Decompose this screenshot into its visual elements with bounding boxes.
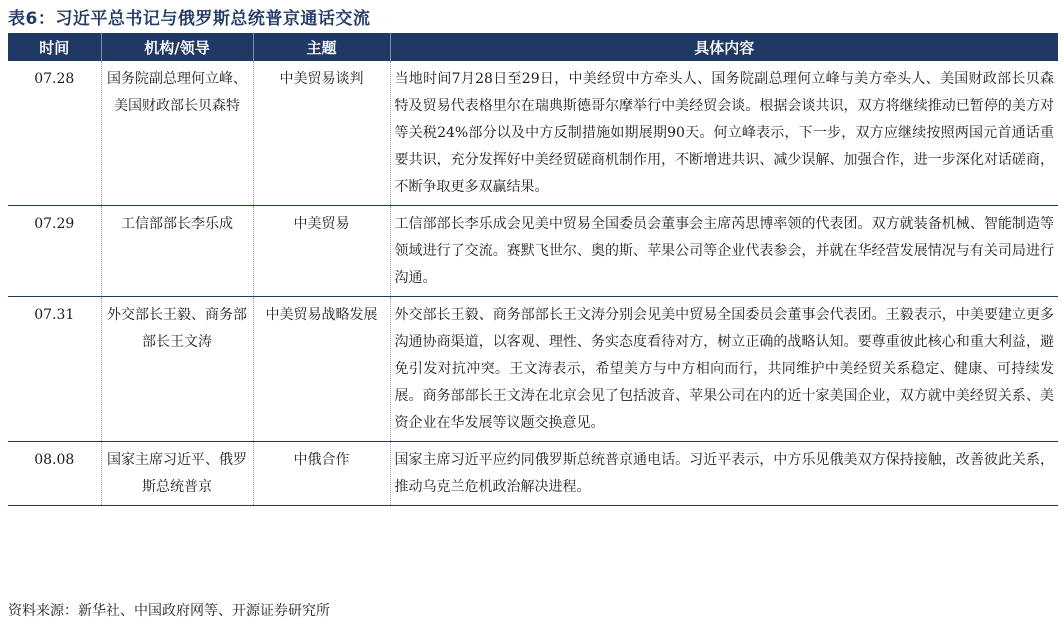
row-content: 当地时间7月28日至29日，中美经贸中方牵头人、国务院副总理何立峰与美方牵头人、美国财政部长贝森特及贸易代表格里尔在瑞典斯德哥尔摩举行中美经贸会谈。根据会谈共识，双方将继续推动已暂停的美方对等关税24%部分以及中方反制措施如期展期90天。何立峰表示，下一步，双方应继续按照两国元首通话重要共识，充分发挥好中美经贸磋商机制作用，不断增进共识、减少误解、加强合作，进一步深化对话磋商，不断争取更多双赢结果。 [390, 61, 1058, 206]
row-org: 外交部长王毅、商务部部长王文涛 [101, 297, 253, 442]
row-content: 工信部部长李乐成会见美中贸易全国委员会董事会主席芮思博率领的代表团。双方就装备机械、智能制造等领域进行了交流。赛默飞世尔、奥的斯、苹果公司等企业代表参会，并就在华经营发展情况与有关司局进行沟通。 [390, 206, 1058, 297]
row-topic: 中俄合作 [253, 442, 390, 506]
row-org: 国家主席习近平、俄罗斯总统普京 [101, 442, 253, 506]
table-row [8, 61, 1058, 206]
table-row [8, 297, 1058, 442]
row-time: 08.08 [8, 442, 101, 506]
header-topic: 主题 [253, 33, 390, 61]
row-topic: 中美贸易谈判 [253, 61, 390, 206]
row-time: 07.31 [8, 297, 101, 442]
row-org: 工信部部长李乐成 [101, 206, 253, 297]
row-org: 国务院副总理何立峰、美国财政部长贝森特 [101, 61, 253, 206]
table-header-row [8, 33, 1058, 61]
row-time: 07.29 [8, 206, 101, 297]
table-row [8, 206, 1058, 297]
table-row [8, 442, 1058, 506]
row-content: 外交部长王毅、商务部部长王文涛分别会见美中贸易全国委员会董事会代表团。王毅表示，中美要建立更多沟通协商渠道，以客观、理性、务实态度看待对方，树立正确的战略认知。要尊重彼此核心和重大利益，避免引发对抗冲突。王文涛表示，希望美方与中方相向而行，共同维护中美经贸关系稳定、健康、可持续发展。商务部部长王文涛在北京会见了包括波音、苹果公司在内的近十家美国企业，双方就中美经贸关系、美资企业在华发展等议题交换意见。 [390, 297, 1058, 442]
header-content: 具体内容 [390, 33, 1058, 61]
row-topic: 中美贸易 [253, 206, 390, 297]
row-topic: 中美贸易战略发展 [253, 297, 390, 442]
table-title: 表6：习近平总书记与俄罗斯总统普京通话交流 [8, 9, 371, 29]
events-table [8, 33, 1058, 506]
row-content: 国家主席习近平应约同俄罗斯总统普京通电话。习近平表示，中方乐见俄美双方保持接触，改善彼此关系，推动乌克兰危机政治解决进程。 [390, 442, 1058, 506]
header-time: 时间 [8, 33, 101, 61]
source-note: 资料来源：新华社、中国政府网等、开源证券研究所 [8, 603, 330, 619]
row-time: 07.28 [8, 61, 101, 206]
header-org: 机构/领导 [101, 33, 253, 61]
